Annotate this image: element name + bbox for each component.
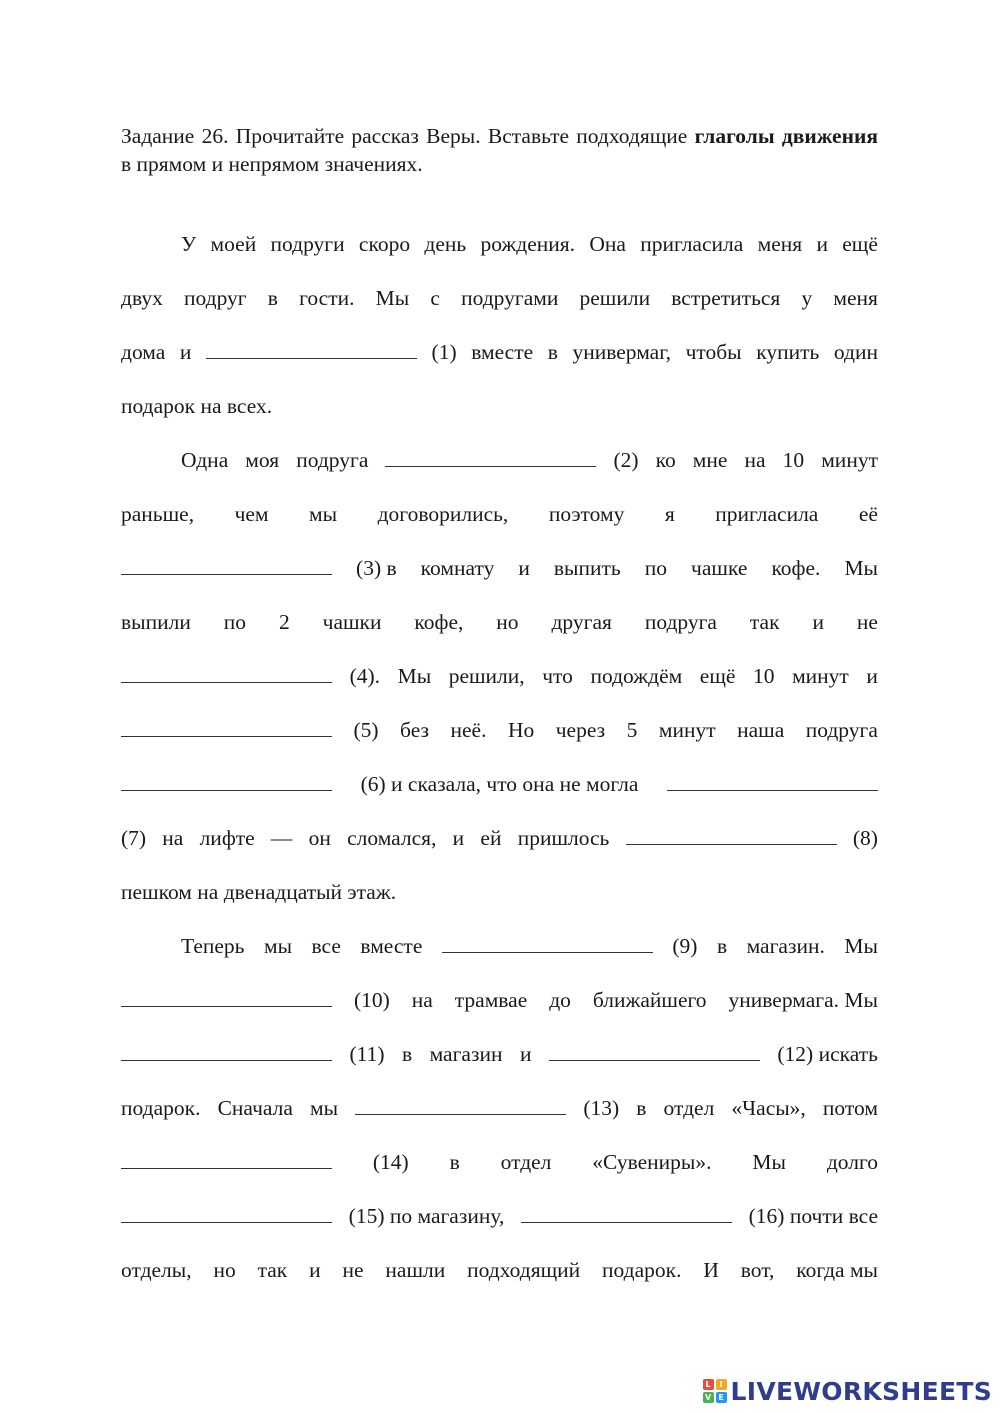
story-word: на — [411, 988, 433, 1012]
story-word: Мы — [375, 286, 410, 310]
task-instruction — [121, 122, 878, 178]
story-word: подруги — [270, 232, 345, 256]
task-bold-term: глаголы движения — [694, 124, 878, 148]
logo-mark-cell: E — [716, 1392, 727, 1403]
story-word: он — [308, 826, 331, 850]
story-word: и — [519, 1042, 532, 1066]
story-word: гости. — [299, 286, 355, 310]
story-line — [181, 229, 878, 259]
story-word: (7) — [121, 826, 147, 850]
story-word: и — [179, 340, 192, 364]
story-line — [121, 1147, 878, 1177]
story-word: дома — [121, 340, 166, 364]
story-word: (2) — [613, 448, 639, 472]
story-word: в — [449, 1150, 460, 1174]
story-word: что — [542, 664, 573, 688]
story-word: подарок. — [602, 1258, 682, 1282]
story-word: меня — [833, 286, 878, 310]
story-word: лифте — [199, 826, 255, 850]
story-word: вот, — [740, 1258, 775, 1282]
story-word: мы — [263, 934, 293, 958]
story-word: подарок на всех. — [121, 394, 273, 418]
story-word: все — [311, 934, 341, 958]
answer-blank[interactable] — [121, 1040, 332, 1061]
story-word: отдел — [663, 1096, 715, 1120]
story-word: другая — [551, 610, 612, 634]
answer-blank[interactable] — [549, 1040, 760, 1061]
story-word: чем — [234, 502, 269, 526]
story-word: по — [223, 610, 247, 634]
story-word: Мы — [397, 664, 432, 688]
story-line — [121, 985, 878, 1015]
story-word: (11) — [349, 1042, 385, 1066]
answer-blank[interactable] — [121, 662, 332, 683]
story-word: 2 — [278, 610, 290, 634]
story-word: купить — [756, 340, 820, 364]
story-word: подходящий — [467, 1258, 581, 1282]
story-word: Теперь — [181, 934, 245, 958]
story-word: Мы — [844, 934, 878, 958]
story-word: минут — [658, 718, 716, 742]
story-word: отдел — [500, 1150, 552, 1174]
story-word: — — [270, 826, 293, 850]
story-word: до — [549, 988, 571, 1012]
story-line — [121, 715, 878, 745]
story-word: 10 — [753, 664, 775, 688]
story-word: долго — [826, 1150, 878, 1174]
story-word: (1) — [431, 340, 457, 364]
story-word: через — [555, 718, 606, 742]
story-word: минут — [792, 664, 849, 688]
story-word: чашке — [691, 556, 748, 580]
story-word: «Сувениры». — [592, 1150, 712, 1174]
story-word: (16) почти все — [748, 1204, 878, 1228]
story-word: пешком на двенадцатый этаж. — [121, 880, 397, 904]
story-word: пригласила — [715, 502, 819, 526]
story-word: но — [496, 610, 519, 634]
story-word: (14) — [372, 1150, 409, 1174]
story-word: минут — [821, 448, 878, 472]
story-word: мы — [309, 502, 338, 526]
story-line — [181, 445, 878, 475]
story-word: 5 — [626, 718, 638, 742]
story-word: наша — [737, 718, 785, 742]
story-word: рождения. — [480, 232, 576, 256]
story-word: её — [858, 502, 878, 526]
story-word: кофе, — [414, 610, 464, 634]
story-word: вместе — [360, 934, 423, 958]
story-word: мы — [310, 1096, 339, 1120]
story-word: комнату — [420, 556, 495, 580]
story-word: выпили — [121, 610, 191, 634]
story-line — [121, 553, 878, 583]
story-word: договорились, — [377, 502, 509, 526]
task-intro: Задание 26. Прочитайте рассказ Веры. Вставьте подходящие — [121, 124, 688, 148]
story-line — [121, 1255, 878, 1285]
story-word: в — [267, 286, 278, 310]
story-line — [121, 1201, 878, 1231]
story-word: Сначала — [217, 1096, 293, 1120]
story-word: и — [518, 556, 530, 580]
answer-blank[interactable] — [121, 770, 332, 791]
story-word: я — [664, 502, 675, 526]
story-word: и — [452, 826, 465, 850]
story-word: решили — [579, 286, 651, 310]
story-word: трамвае — [454, 988, 528, 1012]
story-line — [121, 607, 878, 637]
story-word: Она — [589, 232, 626, 256]
story-word: (12) искать — [777, 1042, 878, 1066]
story-word: ещё — [842, 232, 878, 256]
story-word: У — [181, 232, 197, 256]
story-word: ближайшего — [592, 988, 707, 1012]
story-word: по — [644, 556, 668, 580]
story-line — [121, 769, 878, 799]
answer-blank[interactable] — [121, 1202, 332, 1223]
answer-blank[interactable] — [121, 986, 332, 1007]
liveworksheets-logo — [703, 1373, 992, 1409]
story-word: (3) в — [356, 556, 397, 580]
story-word: ещё — [699, 664, 736, 688]
story-word: на — [744, 448, 766, 472]
story-word: день — [424, 232, 467, 256]
answer-blank[interactable] — [442, 932, 653, 953]
story-word: и — [816, 232, 828, 256]
answer-blank[interactable] — [667, 770, 878, 791]
story-word: когда мы — [796, 1258, 878, 1282]
story-word: пришлось — [517, 826, 610, 850]
story-word: универмаг, — [572, 340, 671, 364]
story-word: в — [401, 1042, 413, 1066]
story-word: магазин — [429, 1042, 503, 1066]
story-word: кофе. — [771, 556, 821, 580]
story-word: меня — [757, 232, 803, 256]
story-word: подруга — [644, 610, 717, 634]
story-word: двух — [121, 286, 163, 310]
story-word: на — [162, 826, 184, 850]
story-word: и — [309, 1258, 321, 1282]
story-word: И — [703, 1258, 719, 1282]
story-word: выпить — [553, 556, 621, 580]
story-word: пригласила — [640, 232, 744, 256]
story-word: подруга — [805, 718, 878, 742]
story-word: (6) и сказала, что она не могла — [360, 772, 639, 796]
story-word: не — [856, 610, 878, 634]
story-word: решили, — [448, 664, 525, 688]
story-word: с — [430, 286, 440, 310]
story-word: моей — [210, 232, 257, 256]
story-word: в — [636, 1096, 647, 1120]
story-word: подождём — [590, 664, 683, 688]
logo-text: LIVEWORKSHEETS — [730, 1376, 992, 1406]
story-word: один — [833, 340, 878, 364]
story-word: так — [257, 1258, 288, 1282]
story-word: так — [749, 610, 780, 634]
story-line — [121, 661, 878, 691]
story-word: сломался, — [347, 826, 437, 850]
story-line — [121, 1093, 878, 1123]
story-word: подруга — [296, 448, 369, 472]
story-word: поэтому — [548, 502, 625, 526]
story-word: (10) — [353, 988, 390, 1012]
story-word: подарок. — [121, 1096, 201, 1120]
story-word: вместе — [471, 340, 534, 364]
story-word: скоро — [358, 232, 411, 256]
story-line — [121, 877, 878, 907]
story-word: ко — [655, 448, 676, 472]
answer-blank[interactable] — [626, 824, 837, 845]
story-word: чашки — [322, 610, 382, 634]
story-word: (8) — [852, 826, 878, 850]
story-word: раньше, — [121, 502, 195, 526]
answer-blank[interactable] — [355, 1094, 566, 1115]
story-line — [121, 391, 878, 421]
story-word: и — [812, 610, 824, 634]
logo-mark-cell: I — [716, 1379, 727, 1390]
story-word: 10 — [782, 448, 805, 472]
answer-blank[interactable] — [121, 554, 332, 575]
answer-blank[interactable] — [121, 716, 332, 737]
story-word: отделы, — [121, 1258, 192, 1282]
story-word: не — [342, 1258, 364, 1282]
task-rest: в прямом и непрямом значениях. — [121, 152, 423, 176]
answer-blank[interactable] — [521, 1202, 732, 1223]
story-word: универмага. Мы — [728, 988, 878, 1012]
story-word: в — [716, 934, 728, 958]
story-word: моя — [245, 448, 280, 472]
story-word: чтобы — [685, 340, 742, 364]
story-word: без — [400, 718, 430, 742]
story-word: мне — [692, 448, 728, 472]
story-word: но — [213, 1258, 236, 1282]
answer-blank[interactable] — [121, 1148, 332, 1169]
story-word: Мы — [752, 1150, 786, 1174]
story-word: неё. — [450, 718, 487, 742]
story-line — [121, 1039, 878, 1069]
story-line — [181, 931, 878, 961]
story-word: ей — [480, 826, 502, 850]
story-word: нашли — [385, 1258, 446, 1282]
story-line — [121, 499, 878, 529]
story-word: «Часы», — [731, 1096, 806, 1120]
story-word: (4). — [349, 664, 381, 688]
story-line — [121, 823, 878, 853]
story-word: Одна — [181, 448, 229, 472]
story-word: в — [547, 340, 558, 364]
story-word: (15) по магазину, — [348, 1204, 505, 1228]
answer-blank[interactable] — [206, 338, 417, 359]
story-line — [121, 283, 878, 313]
story-word: подруг — [184, 286, 247, 310]
story-word: (13) — [583, 1096, 620, 1120]
answer-blank[interactable] — [385, 446, 596, 467]
story-word: магазин. — [746, 934, 825, 958]
logo-mark-cell: V — [703, 1392, 714, 1403]
logo-mark-cell: L — [703, 1379, 714, 1390]
story-word: (9) — [672, 934, 698, 958]
story-word: потом — [822, 1096, 878, 1120]
story-word: подругами — [461, 286, 559, 310]
story-word: (5) — [353, 718, 379, 742]
story-word: у — [801, 286, 813, 310]
logo-mark-icon — [703, 1379, 727, 1403]
story-line — [121, 337, 878, 367]
story-word: встретиться — [671, 286, 781, 310]
story-word: Мы — [844, 556, 878, 580]
story-word: и — [866, 664, 878, 688]
story-word: Но — [507, 718, 535, 742]
